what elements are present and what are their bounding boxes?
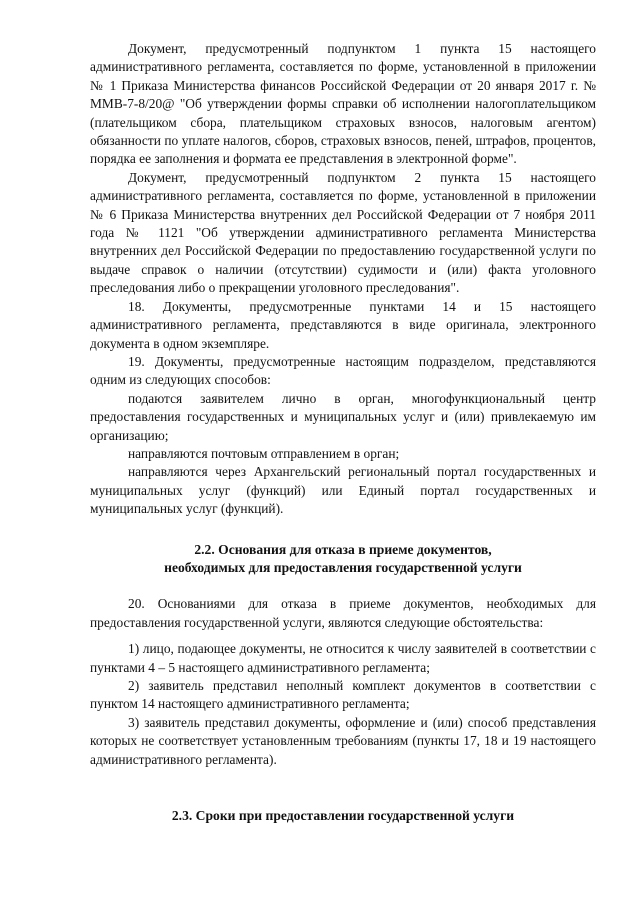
spacer: [90, 632, 596, 640]
spacer: [90, 577, 596, 595]
paragraph-doc-form-1: Документ, предусмотренный подпунктом 1 пункта 15 настоящего административного регламента, составляется по форме, установленной в приложении № 1 Приказа Министерства финансов Российской Федерации от 20 января 2017 г. № ММВ-7-8/20@ "Об утверждении формы справки об исполнении налогоплательщиком (плательщиком сбора, плательщиком страховых взносов, налоговым агентом) обязанности по уплате налогов, сборов, страховых взносов, пеней, штрафов, процентов, порядка ее заполнения и формата ее представления в электронной форме".: [90, 41, 596, 167]
section-heading-2-3: 2.3. Сроки при предоставлении государственной услуги: [171, 808, 515, 824]
paragraph-19-method-3: направляются через Архангельский региональный портал государственных и муниципальных услуг (функций) или Единый портал государственных и муниципальных услуг (функций).: [90, 464, 596, 517]
section-heading-2-2-line-1: 2.2. Основания для отказа в приеме документов,: [194, 541, 492, 557]
spacer: [90, 519, 596, 541]
paragraph-19-method-1: подаются заявителем лично в орган, многофункциональный центр предоставления государственных и муниципальных услуг и (или) привлекаемую им организацию;: [90, 390, 596, 443]
paragraph-20: 20. Основаниями для отказа в приеме документов, необходимых для предоставления государственной услуги, являются следующие обстоятельства:: [90, 596, 596, 630]
paragraph-18: 18. Документы, предусмотренные пунктами 14 и 15 настоящего административного регламента, представляются в виде оригинала, электронного документа в одном экземпляре.: [90, 298, 596, 351]
list-item-1: 1) лицо, подающее документы, не относится к числу заявителей в соответствии с пунктами 4 – 5 настоящего административного регламента;: [90, 641, 596, 675]
spacer: [90, 769, 596, 807]
document-page: [90, 40, 596, 825]
list-item-2: 2) заявитель представил неполный комплект документов в соответствии с пунктом 14 настоящего административного регламента;: [90, 678, 596, 712]
section-heading-2-2-line-2: необходимых для предоставления государственной услуги: [164, 559, 522, 575]
list-item-3: 3) заявитель представил документы, оформление и (или) способ представления которых не соответствует установленным требованиям (пункты 17, 18 и 19 настоящего административного регламента).: [90, 714, 596, 767]
paragraph-19-method-2: направляются почтовым отправлением в орган;: [128, 445, 400, 461]
paragraph-doc-form-2: Документ, предусмотренный подпунктом 2 пункта 15 настоящего административного регламента, составляется по форме, установленной в приложении № 6 Приказа Министерства внутренних дел Российской Федерации от 7 ноября 2011 года № 1121 "Об утверждении административного регламента Министерства внутренних дел Российской Федерации по предоставлению государственной услуги по выдаче справок о наличии (отсутствии) судимости и (или) факта уголовного преследования либо о прекращении уголовного преследования".: [90, 169, 596, 296]
paragraph-19: 19. Документы, предусмотренные настоящим подразделом, представляются одним из следующих способов:: [90, 353, 596, 388]
